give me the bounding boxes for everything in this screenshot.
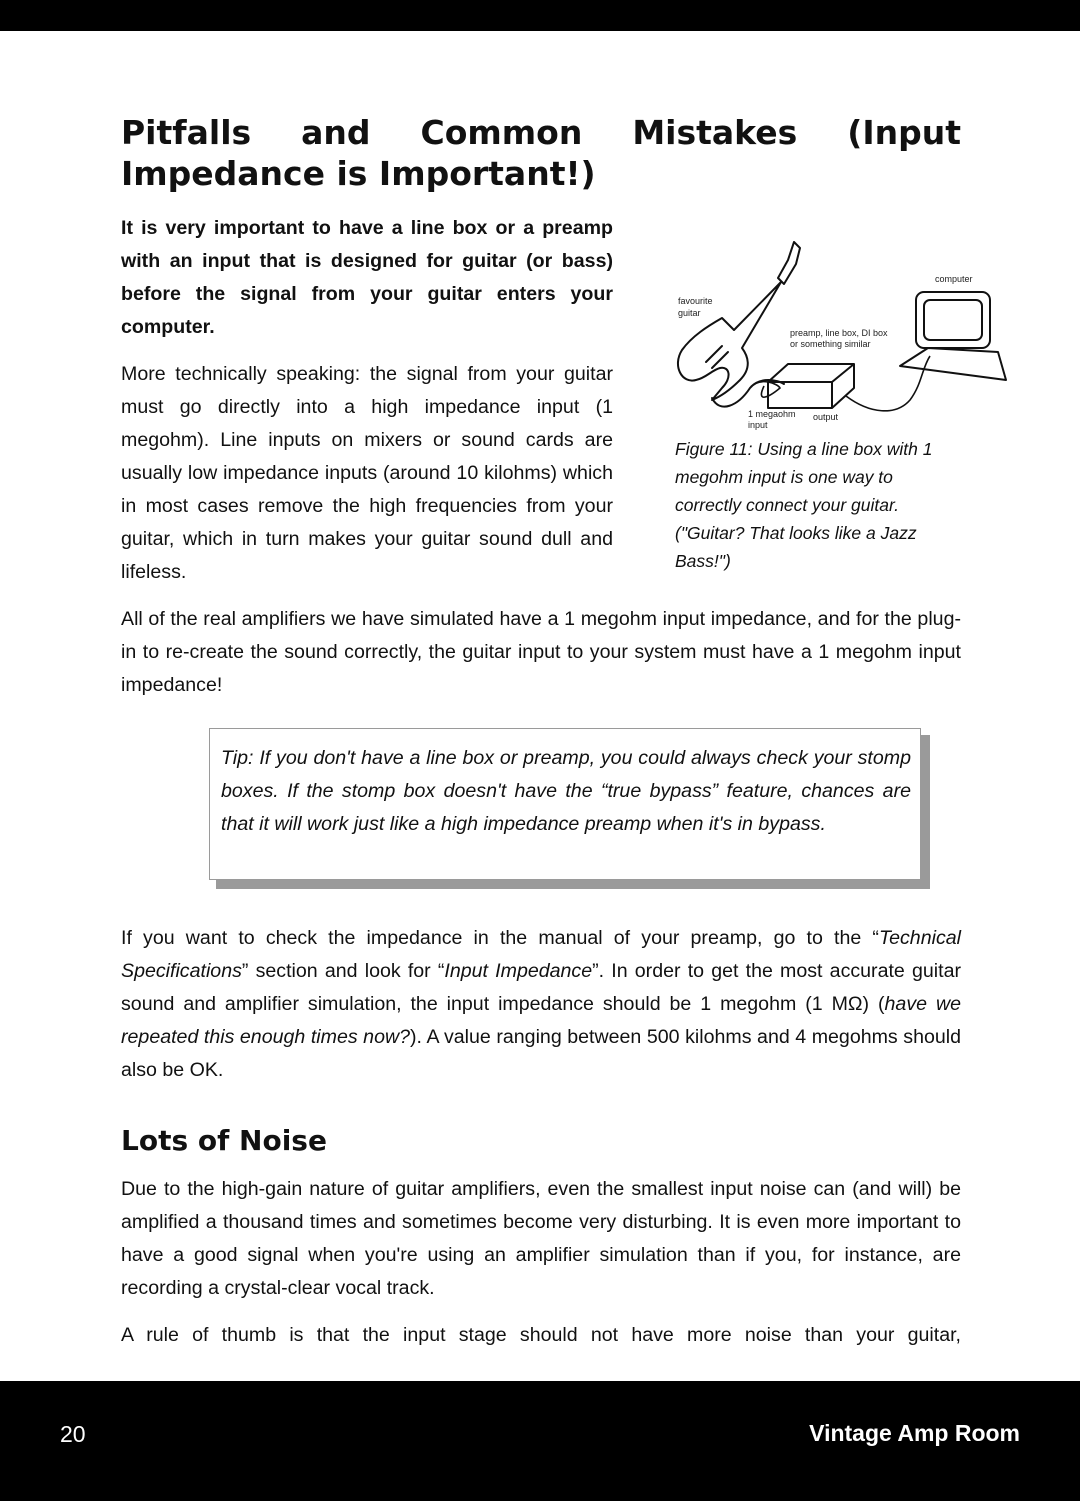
guitar-label-line1: favourite [678, 296, 713, 306]
rule-of-thumb-paragraph: A rule of thumb is that the input stage should not have more noise than your guitar, [121, 1324, 961, 1346]
box-label-line2: or something similar [790, 339, 871, 349]
output-label: output [813, 412, 839, 422]
top-bar [0, 0, 1080, 31]
input-label-line1: 1 megaohm [748, 409, 796, 419]
computer-cable [846, 356, 930, 411]
tip-text: Tip: If you don't have a line box or preamp, you could always check your stomp boxes. If the stomp box doesn't have the “true bypass” feature, chances are that it will work just like a high impedance preamp when it's in bypass. [221, 747, 911, 835]
computer-drawing [900, 292, 1006, 380]
box-label-line1: preamp, line box, DI box [790, 328, 888, 338]
check-text-2: ” section and look for “ [241, 960, 445, 982]
line-box-drawing [768, 364, 854, 408]
section-title-noise: Lots of Noise [121, 1124, 327, 1157]
guitar-label-line2: guitar [678, 308, 701, 318]
section-title-pitfalls: Pitfalls and Common Mistakes (Input Impedance is Important!) [121, 113, 961, 193]
check-text-1: If you want to check the impedance in the manual of your preamp, go to the “ [121, 927, 879, 949]
computer-label: computer [935, 274, 973, 284]
figure-caption: Figure 11: Using a line box with 1 megohm input is one way to correctly connect your guitar. ("Guitar? That looks like a Jazz Bass!") [675, 439, 933, 571]
connection-diagram [660, 238, 1020, 438]
high-gain-paragraph: Due to the high-gain nature of guitar amplifiers, even the smallest input noise can (and will) be amplified a thousand times and sometimes become very disturbing. It is even more important to have a good signal when you're using an amplifier simulation than if you, for instance, are recording a crystal-clear vocal track. [121, 1178, 961, 1299]
check-text-3: ”. In order to get the most accurate guitar sound and amplifier simulation, the input impedance should be 1 megohm (1 MΩ) ( [121, 960, 962, 1015]
amplifiers-paragraph: All of the real amplifiers we have simulated have a 1 megohm input impedance, and for the plug-in to re-create the sound correctly, the guitar input to your system must have a 1 megohm input impedance! [121, 608, 961, 696]
impedance-check-paragraph [121, 922, 961, 1087]
intro-bold-paragraph: It is very important to have a line box or a preamp with an input that is designed for guitar (or bass) before the signal from your guitar enters your computer. [121, 217, 613, 338]
guitar-cable [750, 382, 780, 397]
page-number: 20 [60, 1421, 86, 1447]
input-label-line2: input [748, 420, 768, 430]
check-italic-input-impedance: Input Impedance [444, 960, 593, 982]
check-text-4: ). A value ranging between 500 kilohms and 4 megohms should also be OK. [121, 1026, 962, 1081]
line-box-figure [660, 238, 1020, 438]
footer-product-name: Vintage Amp Room [809, 1420, 1020, 1446]
check-italic-repeated: have we repeated this enough times now? [121, 993, 961, 1048]
check-italic-technical-specifications: Technical Specifications [121, 927, 961, 982]
technical-paragraph: More technically speaking: the signal from your guitar must go directly into a high impedance input (1 megohm). Line inputs on mixers or sound cards are usually low impedance inputs (around 10 kilohms) which in most cases remove the high frequencies from your guitar, which in turn makes your guitar sound dull and lifeless. [121, 363, 613, 583]
